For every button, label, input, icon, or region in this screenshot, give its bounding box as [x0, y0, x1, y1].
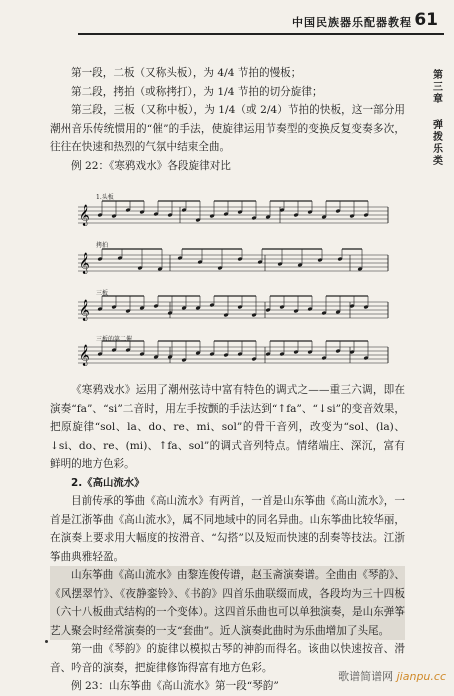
- staff-label: 三板的第二催: [96, 336, 133, 343]
- page-body: [50, 64, 405, 696]
- section-char: 拨: [433, 132, 443, 143]
- treble-clef: 𝄞: [79, 345, 90, 366]
- book-title: 中国民族器乐配器教程: [292, 16, 412, 29]
- paragraph-gaoshan-2: 山东筝曲《高山流水》由黎连俊传谱，赵玉斋演奏谱。全曲由《琴韵》、《风摆翠竹》、《夜静銮铃》、《书韵》四首乐曲联缀而成，各段均为三十四板（六十八板曲式结构的一个变体）。这四首乐曲也可以单独演奏，是山东弹筝艺人聚会时经常演奏的一支“套曲”。近人演奏此曲时为乐曲增加了头尾。: [50, 566, 405, 640]
- section-char: 弹: [433, 120, 443, 131]
- staff-label: 1.头板: [96, 194, 114, 201]
- paragraph-section-2: 第二段，拷拍（或称拷打），为 1/4 节拍的切分旋律；: [71, 85, 323, 98]
- paragraph-gaoshan-1: 目前传承的筝曲《高山流水》有两首，一首是山东筝曲《高山流水》，一首是江浙筝曲《高山流水》，属不同地域中的同名异曲。山东筝曲比较华丽，在演奏上要求用大幅度的按滑音、“勾搭”以及短而快速的刮奏等技法。江浙筝曲典雅轻盈。: [50, 495, 405, 563]
- example-23-caption: 例 23：山东筝曲《高山流水》第一段“琴韵”: [71, 680, 279, 692]
- watermark-url[interactable]: jianpu.cc: [396, 670, 446, 683]
- chapter-tab: [430, 70, 446, 168]
- page-dot: [45, 640, 48, 643]
- watermark[interactable]: [338, 668, 446, 684]
- chapter-char: 第: [433, 70, 443, 81]
- paragraph-mode-analysis: 《寒鸦戏水》运用了潮州弦诗中富有特色的调式之——重三六调，即在演奏“fa”、“si”二音时，用左手按颤的手法达到“↑fa”、“↓si”的变音效果，把原旋律“sol、la、do、re、mi、sol”的骨干音列，改变为“sol、(la)、↓si、do、re、(mi)、↑fa、sol”的调式音列特点。情绪端庄、深沉，富有鲜明的地方色彩。: [50, 384, 405, 470]
- paragraph-gaoshan-3: 第一曲《琴韵》的旋律以模拟古琴的神韵而得名。该曲以快速按音、滑音、吟音的演奏，把旋律修饰得富有地方色彩。: [50, 643, 405, 674]
- staff-label: 三板: [96, 290, 109, 297]
- paragraph-section-1: 第一段，二板（又称头板），为 4/4 节拍的慢板；: [71, 67, 302, 79]
- chapter-char: 章: [433, 94, 443, 105]
- section-heading: 2.《高山流水》: [71, 476, 145, 489]
- chapter-char: 三: [433, 82, 443, 93]
- treble-clef: 𝄞: [79, 300, 90, 321]
- page-number: 61: [414, 10, 438, 30]
- example-22-caption: 例 22：《寒鸦戏水》各段旋律对比: [71, 159, 231, 172]
- music-score-example-22: [50, 181, 405, 373]
- header-rule: [78, 33, 444, 35]
- section-char: 乐: [433, 144, 443, 155]
- treble-clef: 𝄞: [79, 253, 90, 274]
- paragraph-section-3: 第三段，三板（又称中板），为 1/4（或 2/4）节拍的快板，这一部分用潮州音乐传统惯用的“催”的手法，使旋律运用节奏型的变换反复变奏多次，往往在快速和热烈的气氛中结束全曲。: [50, 104, 405, 153]
- watermark-site: 歌谱简谱网: [338, 670, 394, 683]
- treble-clef: 𝄞: [79, 205, 90, 226]
- page-header: [0, 0, 454, 40]
- staff-label: 拷拍: [96, 242, 109, 249]
- section-char: 类: [433, 156, 443, 167]
